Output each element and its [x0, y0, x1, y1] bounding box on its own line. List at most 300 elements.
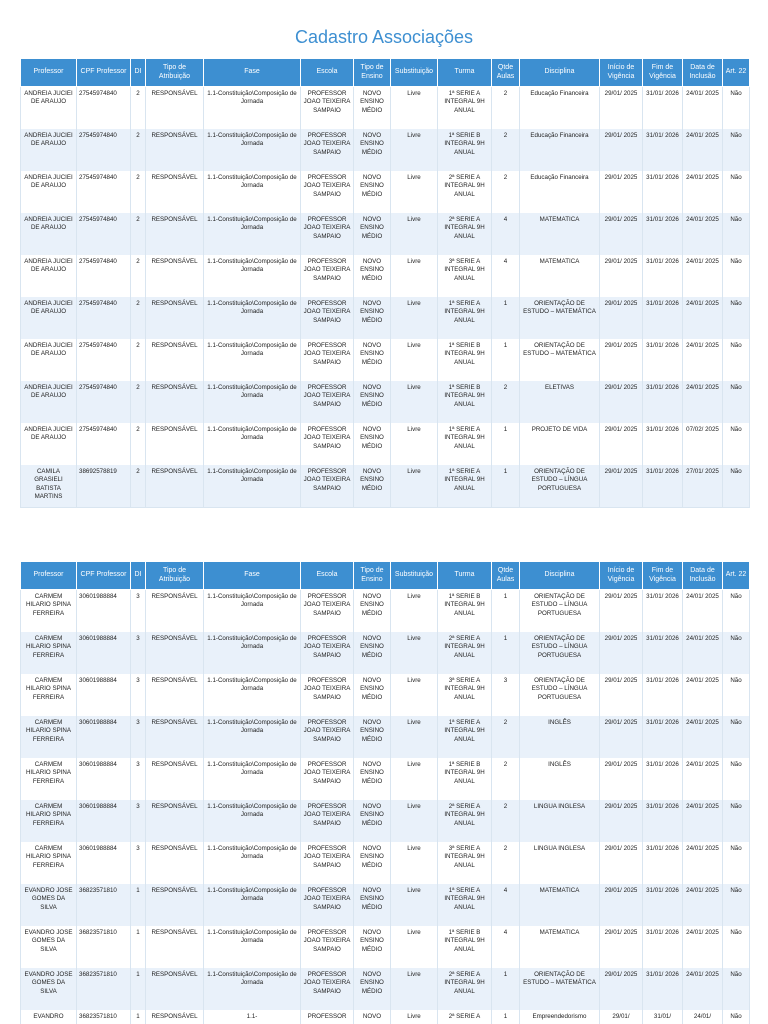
cell-tipo-atribuicao: RESPONSÁVEL	[146, 87, 204, 130]
cell-data-inclusao: 24/01/ 2025	[683, 297, 723, 339]
column-header-art-22: Art. 22	[723, 562, 750, 590]
cell-turma: 2ª SERIE A INTEGRAL 9H ANUAL	[438, 632, 492, 674]
cell-professor: EVANDRO JOSE GOMES DA SILVA	[21, 926, 77, 968]
cell-cpf: 30601988884	[77, 716, 131, 758]
cell-substituicao: Livre	[391, 339, 438, 381]
cell-disciplina: PROJETO DE VIDA	[520, 423, 600, 465]
cell-disciplina: Educação Financeira	[520, 87, 600, 130]
cell-art-22: Não	[723, 1010, 750, 1024]
cell-substituicao: Livre	[391, 381, 438, 423]
cell-tipo-ensino: NOVO ENSINO MÉDIO	[354, 213, 391, 255]
cell-fim-vigencia: 31/01/ 2026	[643, 716, 683, 758]
column-header-di: DI	[131, 59, 146, 87]
cell-qtde-aulas: 1	[492, 1010, 520, 1024]
cell-fase: 1.1-Constituição\Composição de Jornada	[204, 968, 301, 1010]
cell-di: 2	[131, 87, 146, 130]
cell-turma: 3ª SERIE A INTEGRAL 9H ANUAL	[438, 674, 492, 716]
cell-substituicao: Livre	[391, 129, 438, 171]
cell-art-22: Não	[723, 213, 750, 255]
cell-escola: PROFESSOR JOAO TEIXEIRA SAMPAIO	[301, 758, 354, 800]
cell-di: 3	[131, 842, 146, 884]
cell-art-22: Não	[723, 129, 750, 171]
cell-cpf: 27545974840	[77, 171, 131, 213]
column-header-substituicao: Substituição	[391, 562, 438, 590]
cell-fim-vigencia: 31/01/ 2026	[643, 129, 683, 171]
cell-tipo-ensino: NOVO ENSINO MÉDIO	[354, 758, 391, 800]
cell-di: 2	[131, 381, 146, 423]
column-header-cpf: CPF Professor	[77, 59, 131, 87]
table-row	[21, 87, 750, 130]
page-title: Cadastro Associações	[294, 27, 474, 47]
associations-table	[20, 58, 750, 508]
cell-data-inclusao: 24/01/ 2025	[683, 716, 723, 758]
cell-tipo-ensino: NOVO ENSINO MÉDIO	[354, 884, 391, 926]
cell-fim-vigencia: 31/01/ 2026	[643, 423, 683, 465]
cell-qtde-aulas: 1	[492, 423, 520, 465]
cell-art-22: Não	[723, 674, 750, 716]
cell-data-inclusao: 24/01/ 2025	[683, 674, 723, 716]
cell-qtde-aulas: 4	[492, 926, 520, 968]
cell-inicio-vigencia: 29/01/	[600, 1010, 643, 1024]
cell-cpf: 38692578819	[77, 465, 131, 508]
cell-di: 2	[131, 171, 146, 213]
cell-qtde-aulas: 1	[492, 590, 520, 633]
cell-qtde-aulas: 2	[492, 716, 520, 758]
cell-fase: 1.1-Constituição\Composição de Jornada	[204, 590, 301, 633]
cell-professor: CARMEM HILARIO SPINA FERREIRA	[21, 674, 77, 716]
cell-fase: 1.1-Constituição\Composição de Jornada	[204, 716, 301, 758]
cell-di: 1	[131, 1010, 146, 1024]
cell-tipo-atribuicao: RESPONSÁVEL	[146, 842, 204, 884]
cell-substituicao: Livre	[391, 255, 438, 297]
cell-inicio-vigencia: 29/01/ 2025	[600, 716, 643, 758]
cell-fim-vigencia: 31/01/ 2026	[643, 968, 683, 1010]
table-row	[21, 842, 750, 884]
cell-di: 2	[131, 213, 146, 255]
cell-fim-vigencia: 31/01/	[643, 1010, 683, 1024]
cell-professor: ANDREIA JUCIEI DE ARAUJO	[21, 381, 77, 423]
cell-fim-vigencia: 31/01/ 2026	[643, 87, 683, 130]
cell-escola: PROFESSOR JOAO TEIXEIRA SAMPAIO	[301, 926, 354, 968]
cell-fim-vigencia: 31/01/ 2026	[643, 297, 683, 339]
cell-qtde-aulas: 1	[492, 339, 520, 381]
cell-tipo-atribuicao: RESPONSÁVEL	[146, 1010, 204, 1024]
cell-tipo-ensino: NOVO ENSINO MÉDIO	[354, 339, 391, 381]
table-row	[21, 926, 750, 968]
cell-cpf: 27545974840	[77, 87, 131, 130]
cell-tipo-atribuicao: RESPONSÁVEL	[146, 968, 204, 1010]
cell-cpf: 36823571810	[77, 1010, 131, 1024]
cell-fim-vigencia: 31/01/ 2026	[643, 758, 683, 800]
cell-qtde-aulas: 4	[492, 884, 520, 926]
cell-escola: PROFESSOR JOAO TEIXEIRA SAMPAIO	[301, 381, 354, 423]
cell-art-22: Não	[723, 297, 750, 339]
cell-escola: PROFESSOR JOAO TEIXEIRA SAMPAIO	[301, 968, 354, 1010]
cell-substituicao: Livre	[391, 926, 438, 968]
cell-turma: 1ª SERIE A INTEGRAL 9H ANUAL	[438, 465, 492, 508]
cell-art-22: Não	[723, 632, 750, 674]
cell-professor: CARMEM HILARIO SPINA FERREIRA	[21, 632, 77, 674]
cell-fim-vigencia: 31/01/ 2026	[643, 213, 683, 255]
cell-qtde-aulas: 1	[492, 465, 520, 508]
cell-substituicao: Livre	[391, 800, 438, 842]
cell-escola: PROFESSOR JOAO TEIXEIRA SAMPAIO	[301, 884, 354, 926]
cell-fase: 1.1-Constituição\Composição de Jornada	[204, 674, 301, 716]
cell-inicio-vigencia: 29/01/ 2025	[600, 171, 643, 213]
cell-fase: 1.1-Constituição\Composição de Jornada	[204, 884, 301, 926]
cell-tipo-atribuicao: RESPONSÁVEL	[146, 381, 204, 423]
cell-tipo-atribuicao: RESPONSÁVEL	[146, 297, 204, 339]
cell-qtde-aulas: 4	[492, 213, 520, 255]
cell-cpf: 27545974840	[77, 255, 131, 297]
cell-substituicao: Livre	[391, 423, 438, 465]
cell-cpf: 36823571810	[77, 926, 131, 968]
cell-professor: CARMEM HILARIO SPINA FERREIRA	[21, 842, 77, 884]
cell-fim-vigencia: 31/01/ 2026	[643, 171, 683, 213]
cell-data-inclusao: 24/01/ 2025	[683, 842, 723, 884]
cell-turma: 2ª SERIE A INTEGRAL 9H ANUAL	[438, 213, 492, 255]
cell-tipo-ensino: NOVO ENSINO MÉDIO	[354, 129, 391, 171]
table-row	[21, 716, 750, 758]
cell-cpf: 30601988884	[77, 800, 131, 842]
column-header-tipo-atribuicao: Tipo de Atribuição	[146, 59, 204, 87]
cell-art-22: Não	[723, 800, 750, 842]
table-row	[21, 800, 750, 842]
table-row	[21, 632, 750, 674]
cell-substituicao: Livre	[391, 674, 438, 716]
cell-disciplina: LINGUA INGLESA	[520, 842, 600, 884]
cell-fase: 1.1-Constituição\Composição de Jornada	[204, 381, 301, 423]
cell-di: 3	[131, 674, 146, 716]
cell-fim-vigencia: 31/01/ 2026	[643, 884, 683, 926]
cell-qtde-aulas: 1	[492, 632, 520, 674]
cell-tipo-atribuicao: RESPONSÁVEL	[146, 758, 204, 800]
cell-fim-vigencia: 31/01/ 2026	[643, 842, 683, 884]
cell-qtde-aulas: 2	[492, 171, 520, 213]
cell-art-22: Não	[723, 381, 750, 423]
cell-tipo-atribuicao: RESPONSÁVEL	[146, 716, 204, 758]
table-row	[21, 884, 750, 926]
cell-inicio-vigencia: 29/01/ 2025	[600, 87, 643, 130]
cell-data-inclusao: 24/01/ 2025	[683, 590, 723, 633]
cell-turma: 1ª SERIE A INTEGRAL 9H ANUAL	[438, 884, 492, 926]
table-header-row	[21, 59, 750, 87]
cell-escola: PROFESSOR JOAO TEIXEIRA SAMPAIO	[301, 842, 354, 884]
cell-di: 2	[131, 255, 146, 297]
column-header-disciplina: Disciplina	[520, 59, 600, 87]
cell-professor: ANDREIA JUCIEI DE ARAUJO	[21, 297, 77, 339]
cell-tipo-atribuicao: RESPONSÁVEL	[146, 255, 204, 297]
associations-table-block-2	[20, 561, 749, 1024]
cell-data-inclusao: 24/01/ 2025	[683, 800, 723, 842]
column-header-escola: Escola	[301, 562, 354, 590]
column-header-data-inclusao: Data de Inclusão	[683, 59, 723, 87]
cell-tipo-atribuicao: RESPONSÁVEL	[146, 674, 204, 716]
cell-escola: PROFESSOR JOAO TEIXEIRA SAMPAIO	[301, 674, 354, 716]
cell-fim-vigencia: 31/01/ 2026	[643, 255, 683, 297]
cell-tipo-ensino: NOVO ENSINO MÉDIO	[354, 842, 391, 884]
cell-inicio-vigencia: 29/01/ 2025	[600, 968, 643, 1010]
table-row	[21, 213, 750, 255]
cell-cpf: 36823571810	[77, 968, 131, 1010]
cell-inicio-vigencia: 29/01/ 2025	[600, 465, 643, 508]
cell-tipo-ensino: NOVO ENSINO MÉDIO	[354, 716, 391, 758]
cell-professor: CARMEM HILARIO SPINA FERREIRA	[21, 800, 77, 842]
cell-qtde-aulas: 1	[492, 297, 520, 339]
cell-professor: ANDREIA JUCIEI DE ARAUJO	[21, 339, 77, 381]
cell-fase: 1.1-Constituição\Composição de Jornada	[204, 87, 301, 130]
cell-tipo-ensino: NOVO ENSINO MÉDIO	[354, 87, 391, 130]
cell-inicio-vigencia: 29/01/ 2025	[600, 590, 643, 633]
cell-inicio-vigencia: 29/01/ 2025	[600, 842, 643, 884]
column-header-disciplina: Disciplina	[520, 562, 600, 590]
cell-data-inclusao: 24/01/ 2025	[683, 255, 723, 297]
table-row	[21, 423, 750, 465]
cell-cpf: 27545974840	[77, 423, 131, 465]
column-header-inicio-vigencia: Início de Vigência	[600, 59, 643, 87]
cell-di: 3	[131, 590, 146, 633]
cell-art-22: Não	[723, 87, 750, 130]
cell-fase: 1.1-Constituição\Composição de Jornada	[204, 842, 301, 884]
column-header-tipo-atribuicao: Tipo de Atribuição	[146, 562, 204, 590]
cell-cpf: 27545974840	[77, 381, 131, 423]
cell-professor: CARMEM HILARIO SPINA FERREIRA	[21, 758, 77, 800]
table-row	[21, 968, 750, 1010]
cell-tipo-atribuicao: RESPONSÁVEL	[146, 926, 204, 968]
cell-tipo-ensino: NOVO ENSINO MÉDIO	[354, 423, 391, 465]
column-header-tipo-ensino: Tipo de Ensino	[354, 59, 391, 87]
cell-inicio-vigencia: 29/01/ 2025	[600, 381, 643, 423]
cell-disciplina: Empreendedorismo	[520, 1010, 600, 1024]
cell-fase: 1.1-Constituição\Composição de Jornada	[204, 926, 301, 968]
cell-tipo-atribuicao: RESPONSÁVEL	[146, 800, 204, 842]
cell-inicio-vigencia: 29/01/ 2025	[600, 758, 643, 800]
cell-fim-vigencia: 31/01/ 2026	[643, 674, 683, 716]
cell-cpf: 27545974840	[77, 213, 131, 255]
table-body	[21, 87, 750, 508]
cell-escola: PROFESSOR JOAO TEIXEIRA SAMPAIO	[301, 716, 354, 758]
cell-inicio-vigencia: 29/01/ 2025	[600, 423, 643, 465]
table-row	[21, 255, 750, 297]
cell-art-22: Não	[723, 465, 750, 508]
cell-inicio-vigencia: 29/01/ 2025	[600, 884, 643, 926]
cell-professor: ANDREIA JUCIEI DE ARAUJO	[21, 213, 77, 255]
cell-data-inclusao: 24/01/ 2025	[683, 632, 723, 674]
cell-professor: ANDREIA JUCIEI DE ARAUJO	[21, 129, 77, 171]
column-header-substituicao: Substituição	[391, 59, 438, 87]
cell-fim-vigencia: 31/01/ 2026	[643, 800, 683, 842]
cell-art-22: Não	[723, 842, 750, 884]
cell-data-inclusao: 24/01/ 2025	[683, 926, 723, 968]
cell-substituicao: Livre	[391, 87, 438, 130]
cell-art-22: Não	[723, 339, 750, 381]
cell-fim-vigencia: 31/01/ 2026	[643, 590, 683, 633]
cell-escola: PROFESSOR JOAO TEIXEIRA SAMPAIO	[301, 213, 354, 255]
cell-qtde-aulas: 2	[492, 381, 520, 423]
cell-disciplina: ELETIVAS	[520, 381, 600, 423]
cell-fase: 1.1-Constituição\Composição de Jornada	[204, 465, 301, 508]
cell-fase: 1.1-Constituição\Composição de Jornada	[204, 423, 301, 465]
cell-qtde-aulas: 4	[492, 255, 520, 297]
cell-tipo-atribuicao: RESPONSÁVEL	[146, 465, 204, 508]
cell-disciplina: MATEMATICA	[520, 884, 600, 926]
cell-tipo-ensino: NOVO ENSINO MÉDIO	[354, 926, 391, 968]
cell-escola: PROFESSOR JOAO TEIXEIRA SAMPAIO	[301, 632, 354, 674]
cell-fim-vigencia: 31/01/ 2026	[643, 926, 683, 968]
cell-escola: PROFESSOR JOAO TEIXEIRA SAMPAIO	[301, 590, 354, 633]
column-header-turma: Turma	[438, 562, 492, 590]
cell-qtde-aulas: 2	[492, 800, 520, 842]
cell-substituicao: Livre	[391, 590, 438, 633]
table-row	[21, 758, 750, 800]
cell-substituicao: Livre	[391, 758, 438, 800]
cell-tipo-ensino: NOVO ENSINO MÉDIO	[354, 255, 391, 297]
cell-professor: EVANDRO JOSE GOMES DA SILVA	[21, 968, 77, 1010]
cell-di: 1	[131, 926, 146, 968]
cell-qtde-aulas: 2	[492, 842, 520, 884]
cell-cpf: 36823571810	[77, 884, 131, 926]
cell-fase: 1.1-Constituição\Composição de Jornada	[204, 129, 301, 171]
cell-inicio-vigencia: 29/01/ 2025	[600, 297, 643, 339]
table-row	[21, 674, 750, 716]
cell-di: 3	[131, 632, 146, 674]
cell-turma: 1ª SERIE A INTEGRAL 9H ANUAL	[438, 716, 492, 758]
column-header-fase: Fase	[204, 59, 301, 87]
cell-tipo-atribuicao: RESPONSÁVEL	[146, 213, 204, 255]
cell-substituicao: Livre	[391, 884, 438, 926]
cell-inicio-vigencia: 29/01/ 2025	[600, 800, 643, 842]
column-header-fim-vigencia: Fim de Vigência	[643, 562, 683, 590]
cell-professor: EVANDRO	[21, 1010, 77, 1024]
cell-tipo-atribuicao: RESPONSÁVEL	[146, 632, 204, 674]
cell-turma: 2ª SERIE A INTEGRAL 9H ANUAL	[438, 968, 492, 1010]
cell-disciplina: Educação Financeira	[520, 171, 600, 213]
associations-table	[20, 561, 750, 1024]
cell-disciplina: ORIENTAÇÃO DE ESTUDO – LÍNGUA PORTUGUESA	[520, 465, 600, 508]
cell-qtde-aulas: 2	[492, 758, 520, 800]
cell-fase: 1.1-Constituição\Composição de Jornada	[204, 339, 301, 381]
cell-disciplina: ORIENTAÇÃO DE ESTUDO – LÍNGUA PORTUGUESA	[520, 674, 600, 716]
cell-substituicao: Livre	[391, 842, 438, 884]
cell-fase: 1.1-	[204, 1010, 301, 1024]
cell-substituicao: Livre	[391, 171, 438, 213]
cell-data-inclusao: 24/01/ 2025	[683, 758, 723, 800]
column-header-tipo-ensino: Tipo de Ensino	[354, 562, 391, 590]
cell-data-inclusao: 27/01/ 2025	[683, 465, 723, 508]
cell-di: 2	[131, 339, 146, 381]
cell-data-inclusao: 24/01/ 2025	[683, 339, 723, 381]
cell-tipo-ensino: NOVO ENSINO MÉDIO	[354, 800, 391, 842]
table-row	[21, 339, 750, 381]
cell-fase: 1.1-Constituição\Composição de Jornada	[204, 632, 301, 674]
cell-inicio-vigencia: 29/01/ 2025	[600, 339, 643, 381]
cell-tipo-ensino: NOVO ENSINO MÉDIO	[354, 590, 391, 633]
cell-escola: PROFESSOR JOAO TEIXEIRA SAMPAIO	[301, 297, 354, 339]
cell-art-22: Não	[723, 716, 750, 758]
cell-cpf: 30601988884	[77, 674, 131, 716]
cell-escola: PROFESSOR JOAO TEIXEIRA SAMPAIO	[301, 465, 354, 508]
cell-di: 3	[131, 758, 146, 800]
cell-substituicao: Livre	[391, 968, 438, 1010]
cell-professor: ANDREIA JUCIEI DE ARAUJO	[21, 423, 77, 465]
cell-tipo-ensino: NOVO ENSINO MÉDIO	[354, 171, 391, 213]
cell-tipo-atribuicao: RESPONSÁVEL	[146, 590, 204, 633]
cell-fase: 1.1-Constituição\Composição de Jornada	[204, 297, 301, 339]
table-row	[21, 590, 750, 633]
cell-tipo-ensino: NOVO ENSINO MÉDIO	[354, 465, 391, 508]
cell-cpf: 27545974840	[77, 297, 131, 339]
table-row	[21, 465, 750, 508]
cell-di: 2	[131, 423, 146, 465]
cell-professor: CARMEM HILARIO SPINA FERREIRA	[21, 716, 77, 758]
column-header-professor: Professor	[21, 59, 77, 87]
cell-substituicao: Livre	[391, 716, 438, 758]
cell-disciplina: ORIENTAÇÃO DE ESTUDO – LÍNGUA PORTUGUESA	[520, 632, 600, 674]
cell-escola: PROFESSOR JOAO TEIXEIRA SAMPAIO	[301, 423, 354, 465]
cell-turma: 2ª SERIE A INTEGRAL 9H ANUAL	[438, 800, 492, 842]
column-header-data-inclusao: Data de Inclusão	[683, 562, 723, 590]
cell-turma: 1ª SERIE B INTEGRAL 9H ANUAL	[438, 381, 492, 423]
cell-professor: CARMEM HILARIO SPINA FERREIRA	[21, 590, 77, 633]
column-header-art-22: Art. 22	[723, 59, 750, 87]
cell-turma: 1ª SERIE B INTEGRAL 9H ANUAL	[438, 758, 492, 800]
cell-di: 3	[131, 800, 146, 842]
cell-tipo-atribuicao: RESPONSÁVEL	[146, 884, 204, 926]
cell-art-22: Não	[723, 255, 750, 297]
cell-fase: 1.1-Constituição\Composição de Jornada	[204, 800, 301, 842]
cell-turma: 2ª SERIE A INTEGRAL 9H ANUAL	[438, 171, 492, 213]
column-header-cpf: CPF Professor	[77, 562, 131, 590]
cell-art-22: Não	[723, 968, 750, 1010]
cell-professor: EVANDRO JOSE GOMES DA SILVA	[21, 884, 77, 926]
cell-qtde-aulas: 1	[492, 968, 520, 1010]
cell-di: 2	[131, 129, 146, 171]
cell-tipo-ensino: NOVO ENSINO MÉDIO	[354, 297, 391, 339]
cell-professor: ANDREIA JUCIEI DE ARAUJO	[21, 87, 77, 130]
cell-cpf: 30601988884	[77, 842, 131, 884]
cell-cpf: 27545974840	[77, 129, 131, 171]
column-header-professor: Professor	[21, 562, 77, 590]
cell-di: 1	[131, 968, 146, 1010]
cell-escola: PROFESSOR JOAO TEIXEIRA SAMPAIO	[301, 800, 354, 842]
cell-turma: 1ª SERIE A INTEGRAL 9H ANUAL	[438, 297, 492, 339]
table-row	[21, 381, 750, 423]
cell-turma: 1ª SERIE B INTEGRAL 9H ANUAL	[438, 129, 492, 171]
column-header-turma: Turma	[438, 59, 492, 87]
cell-disciplina: MATEMATICA	[520, 255, 600, 297]
cell-turma: 1ª SERIE B INTEGRAL 9H ANUAL	[438, 590, 492, 633]
cell-art-22: Não	[723, 423, 750, 465]
column-header-di: DI	[131, 562, 146, 590]
cell-substituicao: Livre	[391, 213, 438, 255]
cell-turma: 1ª SERIE B INTEGRAL 9H ANUAL	[438, 339, 492, 381]
associations-table-block-1	[20, 58, 749, 508]
cell-tipo-atribuicao: RESPONSÁVEL	[146, 339, 204, 381]
cell-tipo-ensino: NOVO ENSINO MÉDIO	[354, 381, 391, 423]
cell-escola: PROFESSOR	[301, 1010, 354, 1024]
cell-tipo-atribuicao: RESPONSÁVEL	[146, 423, 204, 465]
cell-qtde-aulas: 2	[492, 87, 520, 130]
cell-escola: PROFESSOR JOAO TEIXEIRA SAMPAIO	[301, 87, 354, 130]
cell-escola: PROFESSOR JOAO TEIXEIRA SAMPAIO	[301, 171, 354, 213]
cell-art-22: Não	[723, 884, 750, 926]
cell-tipo-ensino: NOVO	[354, 1010, 391, 1024]
cell-fim-vigencia: 31/01/ 2026	[643, 381, 683, 423]
table-row	[21, 171, 750, 213]
cell-disciplina: ORIENTAÇÃO DE ESTUDO – MATEMÁTICA	[520, 297, 600, 339]
cell-disciplina: INGLÊS	[520, 758, 600, 800]
cell-professor: CAMILA GRASIELI BATISTA MARTINS	[21, 465, 77, 508]
